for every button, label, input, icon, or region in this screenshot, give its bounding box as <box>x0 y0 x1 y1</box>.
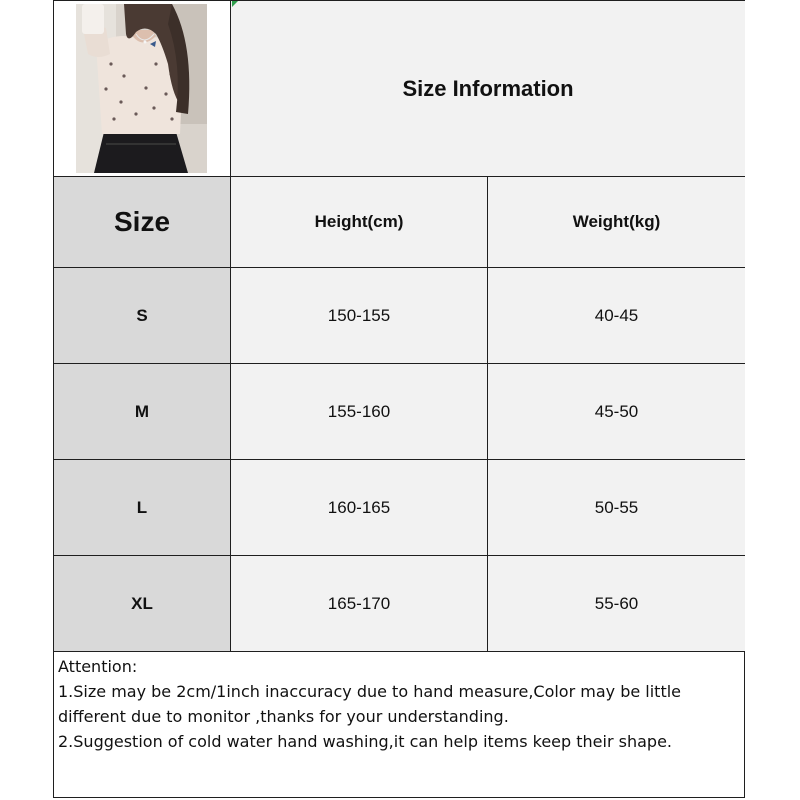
attention-notes <box>54 651 744 754</box>
title-cell <box>231 1 745 177</box>
page-title: Size Information <box>402 75 574 101</box>
product-photo <box>76 4 207 173</box>
header-size-label: Size <box>113 206 171 237</box>
size-chart <box>53 0 745 798</box>
height-value: 150-155 <box>327 305 391 325</box>
notes-heading: Attention: <box>58 657 138 676</box>
table-row-height <box>231 364 488 460</box>
height-value: 160-165 <box>327 497 391 517</box>
header-weight-label: Weight(kg) <box>572 212 661 231</box>
photo-cell <box>54 1 231 177</box>
table-row-weight <box>488 364 745 460</box>
table-row-weight <box>488 556 745 652</box>
weight-value: 40-45 <box>594 305 639 325</box>
notes-line-1: 1.Size may be 2cm/1inch inaccuracy due to hand measure,Color may be little different due to monitor ,thanks for your understanding. <box>58 682 682 726</box>
table-row-size <box>54 460 231 556</box>
table-row-size <box>54 556 231 652</box>
notes-line-2: 2.Suggestion of cold water hand washing,it can help items keep their shape. <box>58 732 672 751</box>
weight-value: 55-60 <box>594 593 639 613</box>
header-size <box>54 177 231 268</box>
table-row-weight <box>488 268 745 364</box>
size-label: XL <box>131 593 153 613</box>
weight-value: 45-50 <box>594 401 639 421</box>
height-value: 155-160 <box>327 401 391 421</box>
table-row-weight <box>488 460 745 556</box>
header-height-label: Height(cm) <box>314 212 404 231</box>
size-label: L <box>136 497 148 517</box>
size-label: M <box>134 401 150 421</box>
table-row-height <box>231 460 488 556</box>
table-row-size <box>54 364 231 460</box>
weight-value: 50-55 <box>594 497 639 517</box>
height-value: 165-170 <box>327 593 391 613</box>
table-row-height <box>231 556 488 652</box>
table-row-size <box>54 268 231 364</box>
size-label: S <box>136 305 148 325</box>
table-row-height <box>231 268 488 364</box>
product-photo-image <box>76 4 207 173</box>
header-weight <box>488 177 745 268</box>
header-height <box>231 177 488 268</box>
